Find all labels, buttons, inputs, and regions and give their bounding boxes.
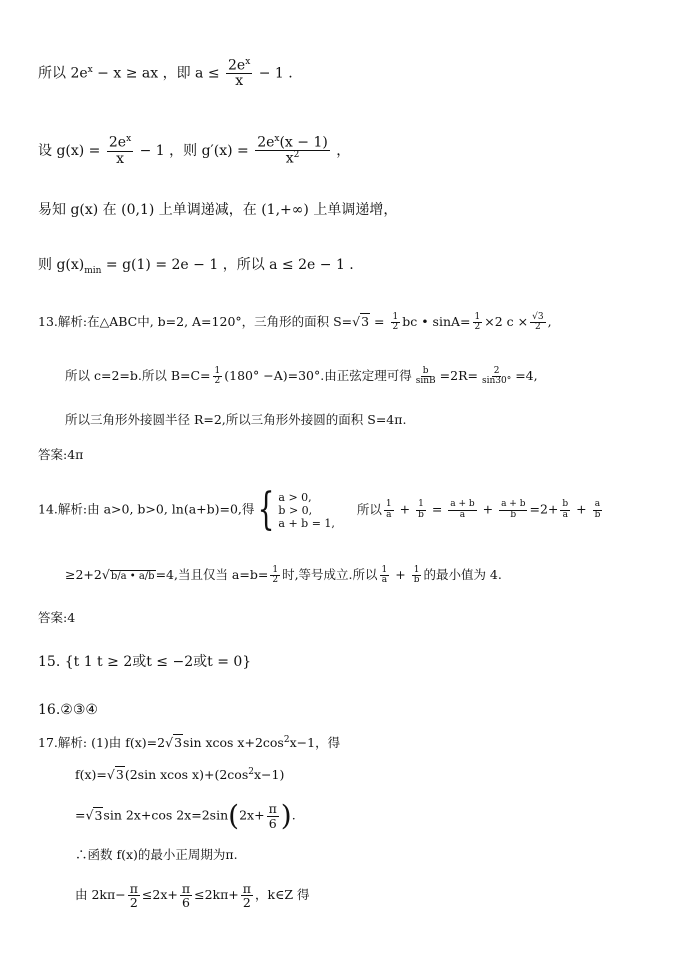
line-17-intro: 17.解析: (1)由 f(x)=2√3sin xcos $x+2\cos^2x-1$，得 xyxy=(38,735,341,751)
fraction: $\frac{1}{a}$ xyxy=(385,499,392,520)
answer-15: 15. {t 1 t ≥ 2或t ≤ −2或t = 0} xyxy=(38,654,252,670)
fraction: $\frac{a + b}{b}$ xyxy=(501,499,526,520)
line-17-b: f(x)=√3(2sin xcos $x)+(2\cos^2x-1)$ xyxy=(75,767,285,783)
line-3: 易知 g(x) 在 (0,1) 上单调递减，在 (1,+∞) 上单调递增， xyxy=(38,202,398,218)
line-2: 设 g(x) = $\frac{2e^x}{x}$ − 1 ，则 g′(x) = $\frac{2e^x(x - 1)}{x^2}$ ， xyxy=(38,134,351,167)
fraction: $\frac{\pi}{6}$ xyxy=(181,881,191,911)
left-brace: { xyxy=(258,484,275,535)
fraction: $\frac{2e^x}{x}$ xyxy=(228,57,251,90)
fraction: $\frac{\pi}{6}$ xyxy=(268,801,277,831)
fraction: $\frac{1}{2}$ xyxy=(214,365,221,386)
line-17-d: ∴函数 f(x)的最小正周期为π. xyxy=(75,847,238,862)
fraction: $\frac{1}{b}$ xyxy=(418,499,424,520)
line-17-e: 由 2kπ− $\frac{\pi}{2}$ ≤2x+ $\frac{\pi}{6}$ ≤2kπ+ $\frac{\pi}{2}$ ，k∈Z 得 xyxy=(75,881,310,911)
fraction: $\frac{a + b}{a}$ xyxy=(450,499,475,520)
fraction: $\frac{1}{a}$ xyxy=(381,564,388,585)
line-4: 则 $g(x)_{min} = g(1) = 2e - 1$ ，所以 a ≤ 2e − 1 . xyxy=(38,257,354,276)
fraction: $\frac{\pi}{2}$ xyxy=(242,881,252,911)
line-14-intro: 14.解析:由 a>0, b>0, ln(a+b)=0,得{ a > 0, b > 0, a + b = 1, 所以 $\frac{1}{a}$ + $\frac{1}{b}$ = $\frac{a + b}{a}$ + $\frac{a + b}{b}$ =2+ $\frac{b}{a}$ + $\frac{a}{b}$ xyxy=(38,484,601,535)
line-1: 所以 $2e^x - x$ ≥ ax ，即 a ≤ $\frac{2e^x}{x}$ − 1 . xyxy=(38,57,293,90)
answer-13: 答案:4π xyxy=(38,447,84,462)
line-13-intro: 13.解析:在△ABC中, b=2, A=120°，三角形的面积 S=√3 = $\frac{1}{2}$ bc • sinA= $\frac{1}{2}$ ×2 c × $\frac{√3}{2}$ , xyxy=(38,311,552,332)
equation-system: a > 0, b > 0, a + b = 1, xyxy=(278,490,335,530)
answer-14: 答案:4 xyxy=(38,610,76,625)
fraction: $\frac{1}{2}$ xyxy=(392,311,399,332)
right-paren: ) xyxy=(280,799,292,832)
fraction: $\frac{b}{\sin B}$ xyxy=(415,365,436,386)
line-14-b: ≥2+2√b/a • a/b=4,当且仅当 a=b= $\frac{1}{2}$ 时,等号成立.所以 $\frac{1}{a}$ + $\frac{1}{b}$ 的最小值为 4. xyxy=(65,564,502,585)
fraction: $\frac{1}{2}$ xyxy=(272,564,279,585)
fraction: $\frac{\pi}{2}$ xyxy=(129,881,138,911)
line-13-c: 所以三角形外接圆半径 R=2,所以三角形外接圆的面积 S=4π. xyxy=(65,412,407,427)
fraction: $\frac{√3}{2}$ xyxy=(532,311,544,332)
left-paren: ( xyxy=(228,799,240,832)
fraction: $\frac{2e^x}{x}$ xyxy=(108,134,132,167)
fraction: $\frac{2e^x(x - 1)}{x^2}$ xyxy=(257,134,328,167)
fraction: $\frac{a}{b}$ xyxy=(594,499,601,520)
fraction: $\frac{2}{\sin 30^\circ}$ xyxy=(481,365,512,386)
fraction: $\frac{1}{2}$ xyxy=(474,311,481,332)
fraction: $\frac{b}{a}$ xyxy=(562,499,569,520)
fraction: $\frac{1}{b}$ xyxy=(413,564,420,585)
line-13-b: 所以 c=2=b.所以 B=C= $\frac{1}{2}$ (180° −A)=30°.由正弦定理可得 $\frac{b}{\sin B}$ =2R= $\frac{2}{\sin 30^\circ}$ =4, xyxy=(65,365,538,386)
answer-16: 16.②③④ xyxy=(38,702,98,718)
line-17-c: =√3sin 2x+cos 2x=2sin(2x+ $\frac{\pi}{6}$ ). xyxy=(75,799,296,832)
